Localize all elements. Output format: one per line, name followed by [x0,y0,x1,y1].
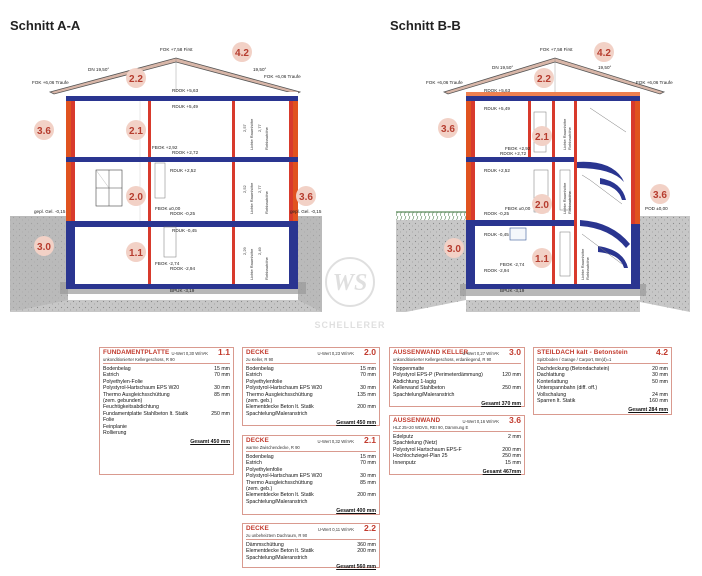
layer-row [537,398,668,404]
dim-value-kg: 2,29 [242,247,247,255]
layer-label: (zem. gebunden) [103,398,143,405]
layer-value: 250 mm [502,453,521,460]
layer-value: 120 mm [502,372,521,379]
layer-value: 200 mm [357,548,376,555]
layer-label: Innenputz [393,459,416,466]
component-card-3-6 [389,415,525,475]
level-rduk-top: RDUK +5,49 [172,104,198,109]
card-total: Gesamt 284 mm [628,407,668,414]
component-card-2-1 [242,435,380,515]
card-code: 2.2 [364,523,376,533]
layer-value: 200 mm [357,404,376,411]
layer-label: Dachdeckung (Betondachstein) [537,366,610,372]
card-total: Gesamt 400 mm [336,508,376,515]
level-gel-left: gepl. Gel. -0,15 [34,209,66,214]
layer-row [246,411,376,417]
level-rdok-og: RDOK +2,72 [500,151,527,156]
level-fbok-kg: FBOK -2,74 [500,262,525,267]
level-fok-traufe-left: FOK +6,06 Traufe [426,80,463,85]
component-tag [650,184,670,204]
layer-value: 85 mm [360,479,376,486]
dim-room-eg: Lichte Raumhöhe [249,182,254,214]
component-card-4-2 [533,347,672,415]
card-uvalue: U-Wert 0,32 W/m²K [317,439,354,444]
layer-value: 200 mm [502,446,521,453]
watermark-mark: WS [332,270,368,296]
layer-label: Bodenbelag [103,366,131,372]
layer-label: Estrich [246,460,262,467]
svg-text:1.1: 1.1 [535,254,549,265]
level-fok-first: FOK +7,58 First [540,47,573,52]
level-fok-traufe-right: FOK +6,06 Traufe [636,80,673,85]
component-card-1-1 [99,347,234,475]
dim-value-og-r: 2,77 [257,124,262,132]
svg-text:2.1: 2.1 [535,132,549,143]
svg-text:3.0: 3.0 [37,242,51,253]
svg-text:2.2: 2.2 [129,74,143,85]
layer-value: 70 mm [214,372,230,379]
level-rdok-top: RDOK +5,63 [484,88,511,93]
layer-value: 70 mm [360,460,376,467]
layer-label: Edelputz [393,434,414,440]
card-subtitle: zu unbeheiztem Dachraum, R 90 [246,533,308,538]
level-fok-traufe-left: FOK +6,06 Traufe [32,80,69,85]
dim-value-kg-r: 2,49 [257,247,262,255]
card-uvalue: U-Wert 0,16 W/m²K [462,419,499,424]
level-rduk-kg: RDUK -0,45 [172,228,197,233]
layer-value: 200 mm [357,492,376,499]
svg-text:2.0: 2.0 [129,192,143,203]
layer-row [393,460,521,466]
layer-value: 2 mm [508,434,521,440]
layer-label: Polystyrol Hartschaum EPS-F [393,446,462,453]
level-fbok-eg: FBOK ±0,00 [505,206,531,211]
level-rdok-top: RDOK +5,63 [172,88,199,93]
section-b [390,18,690,312]
layer-value: 135 mm [357,391,376,398]
svg-text:3.6: 3.6 [37,126,51,137]
component-tag [534,68,554,88]
dim-rohbau-og: Rohbauhöhe [264,127,269,150]
company-watermark [314,258,385,330]
level-rduk-eg: RDUK +2,52 [484,168,510,173]
layer-label: Konterlattung [537,378,568,385]
component-tag [126,186,146,206]
card-subtitle: warme Zwischendecke, R 90 [246,445,300,450]
layer-value: 30 mm [360,473,376,480]
roof-pitch-right: 19,50° [253,67,267,72]
component-tag [438,118,458,138]
card-header [246,523,376,540]
layer-label: Hochlochziegel-Plan 25 [393,453,448,460]
card-title: AUSSENWAND KELLER [393,349,469,356]
layer-label: Elementdecke Beton lt. Statik [246,492,314,499]
layer-value: 85 mm [214,391,230,398]
component-card-3-0 [389,347,525,407]
layer-label: Polyethylenfolie [246,378,283,385]
layer-label: Polystyrol-Hartschaum EPS W20 [103,385,180,392]
roof-pitch-left: DN 19,50° [492,65,514,70]
layer-label: Unterspannbahn (diff. off.) [537,385,598,392]
component-tag [34,236,54,256]
layer-value: 360 mm [357,542,376,548]
component-tag [126,120,146,140]
layer-value [372,411,376,417]
level-rduk-eg: RDUK +2,52 [170,168,196,173]
layer-value: 250 mm [211,410,230,417]
level-fbok-og: FBOK +2,92 [505,146,531,151]
layer-label: Sparren lt. Statik [537,398,576,405]
dim-rohbau-eg: Rohbauhöhe [567,191,572,214]
level-fok-first: FOK +7,58 First [160,47,193,52]
svg-text:1.1: 1.1 [129,248,143,259]
card-header [393,415,521,432]
dim-rohbau-eg: Rohbauhöhe [264,191,269,214]
layer-label: Spachtelung/Maleranstrich [246,498,308,505]
card-subtitle: unkonditionierter Kellergeschoss, R 90 [103,357,175,362]
card-title: DECKE [246,437,269,444]
layer-label: Polystyrol-Hartschaum EPS W20 [246,473,323,480]
level-fbok-kg: FBOK -2,74 [155,261,180,266]
card-rows [537,366,668,404]
layer-label: Thermo Ausgleichsschüttung [103,391,170,398]
svg-text:3.6: 3.6 [653,190,667,201]
card-subtitle: Spitzboden / Garage / Carport, Bm(d)=1 [537,357,612,362]
dim-value-og: 2,57 [242,124,247,132]
layer-label: (zem. geb.) [246,486,273,493]
card-total: Gesamt 370 mm [481,401,521,408]
level-rdok-kg: RDOK -2,94 [484,268,510,273]
section-b-building [466,96,640,289]
card-header [246,435,376,452]
level-pod: POD ±0,00 [645,206,668,211]
layer-label: Abdichtung 1-lagig [393,378,436,385]
roof-pitch-left: DN 19,50° [88,67,110,72]
layer-label: Spachtelung/Maleranstrich [393,391,455,398]
layer-value: 30 mm [214,385,230,392]
layer-label: Polystyrol-Hartschaum EPS W20 [246,385,323,392]
card-rows [246,366,376,417]
layer-value [517,392,521,398]
card-total: Gesamt 450 mm [336,420,376,427]
layer-label: Polystyrol EPS-P (Perimeterdämmung) [393,372,483,379]
section-a [10,18,322,312]
layer-value: 160 mm [649,398,668,405]
card-code: 1.1 [218,347,230,357]
level-gel-right: gepl. Gel. -0,15 [290,209,322,214]
svg-text:2.1: 2.1 [129,126,143,137]
layer-label: Dämmschüttung [246,542,284,548]
card-code: 3.0 [509,347,521,357]
level-rdok-eg: RDOK -0,25 [170,211,196,216]
svg-text:4.2: 4.2 [597,48,611,59]
layer-label: Elementdecke Beton lt. Statik [246,548,314,555]
level-rdok-og: RDOK +2,72 [172,150,199,155]
card-title: DECKE [246,525,269,532]
layer-value: 250 mm [502,385,521,392]
card-rows [246,454,376,505]
card-title: AUSSENWAND [393,417,441,424]
dim-rohbau-kg: Rohbauhöhe [585,257,590,280]
level-fbok-og: FBOK +2,92 [152,145,178,150]
card-code: 2.0 [364,347,376,357]
layer-row [103,411,230,417]
layer-label: Polyethylenfolie [246,466,283,473]
card-uvalue: U-Wert 0,30 W/m²K [171,351,208,356]
layer-value: 15 mm [505,459,521,466]
component-tag [296,186,316,206]
card-header [103,347,230,364]
layer-value: 30 mm [360,385,376,392]
svg-text:2.2: 2.2 [537,74,551,85]
component-tag [34,120,54,140]
roof-pitch-right: 19,50° [598,65,612,70]
svg-text:2.0: 2.0 [535,200,549,211]
layer-value: 15 mm [214,366,230,372]
layer-row [393,392,521,398]
layer-value: 70 mm [360,372,376,379]
card-total: Gesamt 560 mm [336,564,376,571]
card-uvalue: U-Wert 0,11 W/m²K [317,527,354,532]
layer-label: Noppenmatte [393,366,425,372]
dim-room-og: Lichte Raumhöhe [562,118,567,150]
component-tag [126,68,146,88]
component-tag [532,248,552,268]
component-tag [594,42,614,62]
layer-row [103,430,230,436]
dim-room-og: Lichte Raumhöhe [249,118,254,150]
card-rows [103,366,230,436]
card-rows [393,434,521,466]
level-fok-traufe-right: FOK +6,06 Traufe [264,74,301,79]
layer-label: Bodenbelag [246,454,274,460]
card-code: 4.2 [656,347,668,357]
card-rows [393,366,521,398]
layer-value: 15 mm [360,366,376,372]
dim-value-eg-r: 2,77 [257,185,262,193]
card-subtitle: zu Keller, R 90 [246,357,274,362]
layer-value: 24 mm [652,391,668,398]
card-subtitle: unkonditionierter Kellergeschoss, erdanliegend, R 90 [393,357,492,362]
section-a-title: Schnitt A-A [10,18,81,33]
watermark-text: SCHELLERER [314,320,386,330]
svg-text:3.6: 3.6 [441,124,455,135]
card-uvalue: U-Wert 0,23 W/m²K [317,351,354,356]
section-b-roof [444,58,664,97]
level-bpuk: BPUK -3,19 [500,288,525,293]
card-code: 2.1 [364,435,376,445]
card-rows [246,542,376,561]
component-tag [126,242,146,262]
layer-value [372,499,376,505]
layer-label: Estrich [246,372,262,379]
card-title: FUNDAMENTPLATTE [103,349,170,356]
layer-label: Spachtelung (Netz) [393,440,438,447]
section-b-title: Schnitt B-B [390,18,461,33]
layer-value [372,555,376,561]
dim-room-kg: Lichte Raumhöhe [580,248,585,280]
component-tag [444,238,464,258]
layer-label: Fundamentplatte Stahlbeton lt. Statik [103,410,189,417]
layer-value: 50 mm [652,378,668,385]
svg-text:3.0: 3.0 [447,244,461,255]
component-tag [532,194,552,214]
component-tag [232,42,252,62]
layer-row [246,555,376,561]
layer-label: Polyethylen-Folie [103,378,143,385]
layer-label: Folie [103,417,115,424]
layer-label: Elementdecke Beton lt. Statik [246,404,314,411]
layer-label: Feuchtigkeitsabdichtung [103,404,159,411]
layer-label: Estrich [103,372,119,379]
svg-text:4.2: 4.2 [235,48,249,59]
layer-label: Rollierung [103,430,127,437]
layer-label: Spachtelung/Maleranstrich [246,554,308,561]
card-header [393,347,521,364]
dim-rohbau-kg: Rohbauhöhe [264,257,269,280]
layer-label: (zem. geb.) [246,398,273,405]
layer-label: Dachlattung [537,372,565,379]
card-subtitle: HLZ 25+20 WDVS, REI 90, Dämmung E [393,425,469,430]
svg-text:3.6: 3.6 [299,192,313,203]
level-rduk-top: RDUK +5,49 [484,106,510,111]
dim-room-kg: Lichte Raumhöhe [249,248,254,280]
level-rdok-eg: RDOK -0,25 [484,211,510,216]
component-tag [532,126,552,146]
layer-label: Feinplanie [103,423,127,430]
card-header [246,347,376,364]
card-total: Gesamt 450 mm [190,439,230,446]
card-title: STEILDACH kalt - Betonstein [537,349,628,356]
layer-value: 15 mm [360,454,376,460]
dim-rohbau-og: Rohbauhöhe [567,127,572,150]
level-bpuk: BPUK -3,19 [170,288,195,293]
card-total: Gesamt 467mm [482,469,521,476]
level-rdok-kg: RDOK -2,94 [170,266,196,271]
level-fbok-eg: FBOK ±0,00 [155,206,181,211]
layer-label: Spachtelung/Maleranstrich [246,410,308,417]
card-code: 3.6 [509,415,521,425]
layer-label: Thermo Ausgleichsschüttung [246,479,313,486]
card-uvalue: U-Wert 0,27 W/m²K [462,351,499,356]
dim-value-eg: 2,52 [242,185,247,193]
layer-label: Vollschalung [537,391,567,398]
layer-row [246,499,376,505]
layer-value: 20 mm [652,366,668,372]
layer-label: Kellerwand Stahlbeton [393,385,445,392]
layer-value: 30 mm [652,372,668,379]
card-header [537,347,668,364]
dim-room-eg: Lichte Raumhöhe [562,182,567,214]
level-rduk-kg: RDUK -0,45 [484,232,509,237]
component-card-2-2 [242,523,380,571]
layer-label: Thermo Ausgleichsschüttung [246,391,313,398]
layer-value [226,430,230,436]
component-card-2-0 [242,347,380,426]
card-title: DECKE [246,349,269,356]
layer-label: Bodenbelag [246,366,274,372]
